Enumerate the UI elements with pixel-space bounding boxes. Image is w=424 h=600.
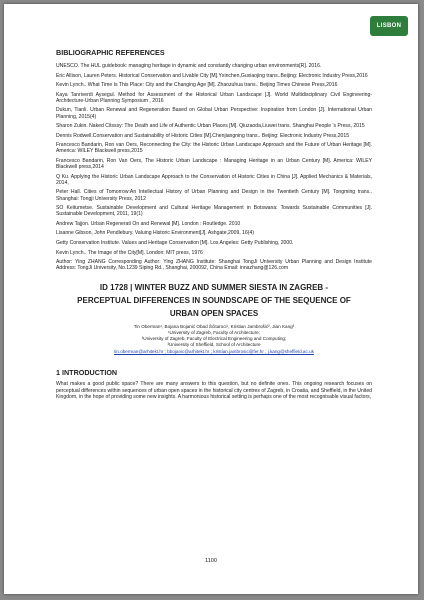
affiliation: ²University of Zagreb, Faculty of Electrical Engineering and Computing; [141, 335, 287, 341]
reference-item: Getty Conservation Institute. Values and Heritage Conservation [M]. Los Angeles: Getty Publishing, 2000. [56, 239, 294, 246]
logo-text: LISBON [376, 23, 402, 29]
document-page [4, 4, 418, 594]
page-number: 1100 [205, 558, 217, 564]
page-content [56, 48, 372, 400]
reference-item: Francesco Bandarin, Ron van Oers, Reconnecting the City: the Historic Urban Landscape Approach and the Future of Urban Heritage [M]. America: WILEY Blackwell press,2015 [56, 142, 372, 155]
reference-item: SO Keitumetse. Sustainable Development and Cultural Heritage Management in Botswana: Towards Sustainable Communities [J]. Sustainable Development, 2011, 19(1) [56, 205, 372, 218]
author-emails[interactable]: tin.oberman@arhitekt.hr ; bbojanic@arhitekt.hr ; kristian.jambrosic@fer.hr ; j.kang@sheffield.ac.uk [114, 348, 314, 354]
paper-title-line: PERCEPTUAL DIFFERENCES IN SOUNDSCAPE OF THE SEQUENCE OF [77, 296, 351, 306]
author-list: Tin Oberman¹, Bojana Bojanić Obad Šćitaroci¹, Kristian Jambrošić², Jian Kang³ [133, 324, 295, 330]
reference-item: Sharon Zukin. Naked Citsssy: The Death and Life of Authentic Urban Places [M]. Qiuzaoda,Liuwei trans. Shanghai People 's Press, 2015 [56, 123, 365, 130]
paper-title [56, 281, 372, 320]
reference-item: Peter Hall. Cities of Tomorrow:An Intellectual History of Urban Planning and Design in the Twentieth Century [M]. Tongming trans.. Shanghai: Tongji University Press, 2012 [56, 189, 372, 202]
reference-item: Q Ku. Applying the Historic Urban Landscape Approach to the Conservation of Historic Cities in China [J]. Applied Mechanics & Materials, 2014, [56, 173, 372, 186]
paper-title-line: ID 1728 | WINTER BUZZ AND SUMMER SIESTA IN ZAGREB - [99, 283, 329, 293]
affiliation: ¹University of Zagreb, Faculty of Architecture; [168, 330, 260, 336]
reference-item: Eric Allison, Lauren Peters. Historical Conservation and Livable City [M].Yxinchen,Guxiaojing trans..Beijing: Electronic Industry Press,2016 [56, 72, 368, 79]
reference-item: Francesco Bandarin, Ron Van Oers, The Historic Urban Landscape : Managing Heritage in an Urban Century [M]. America: WILEY Blackwell press,2014 [56, 158, 372, 171]
reference-item: Andrew Tajjon. Urban Regenerati On and Renewal [M]. London : Routledge. 2010 [56, 220, 241, 227]
reference-item: Author: Ying ZHANG Corresponding Author: Ying ZHANG Institute: Shanghai TongJi University Urban Planning and Design Institute Address: TongJi University, No.1239 Siping Rd., Shanghai, 200092, China Email: innazhang@126.com [56, 259, 372, 272]
paper-title-line: URBAN OPEN SPACES [169, 309, 259, 319]
conference-logo [370, 16, 408, 36]
reference-item: Dukun, Tianli. Urban Renewal and Regeneration Based on Global Urban Perspective: Inspiration from London [J]. International Urban Planning, 2015(4) [56, 107, 372, 120]
introduction-text: What makes a good public space? There are many answers to this question, but no definite ones. This ongoing research focuses on perceptual differences within sequences of urban open spaces in the historical city centres of Zagreb, in Croatia, and Sheffield, in the United Kingdom, in the hope of providing some new insights. A harmonious historical setting is perhaps one of the most recognisable visual factors, [56, 381, 372, 400]
reference-item: Kaya Tanriverdi Aysegul. Method for Assessment of the Historical Urban Landscape [J]. World Multidisciplinary Civil Engineering-Architecture-Urban Planning Symposium , 2016 [56, 91, 372, 104]
reference-item: Dennis Rodwell.Conservation and Sustainability of Historic Cities [M].Chenjiangning trans.. Beijing: Electronic Industry Press,2015 [56, 132, 350, 139]
affiliation: ³University of Sheffield, School of Architecture [167, 341, 261, 347]
reference-item: UNESCO. The HUL guidebook: managing heritage in dynamic and constantly changing urban environments[R]. 2016. [56, 63, 322, 69]
references-list [56, 63, 372, 271]
reference-item: Kevin Lynch.. The Image of the City[M]. London: MIT press, 1976 [56, 249, 203, 256]
references-heading: BIBLIOGRAPHIC REFERENCES [56, 48, 165, 57]
reference-item: Kevin Lynch.. What Time Is This Place: City and the Changing Age [M]. Zhaozuhua trans.. Beijing Times Chinese Press,2016 [56, 82, 338, 89]
reference-item: Lisanne Gibson, John Pendlebury. Valuing Historic Environment[J]. Ashgate,2009, 16(4) [56, 230, 255, 237]
introduction-heading: 1 INTRODUCTION [56, 368, 118, 378]
